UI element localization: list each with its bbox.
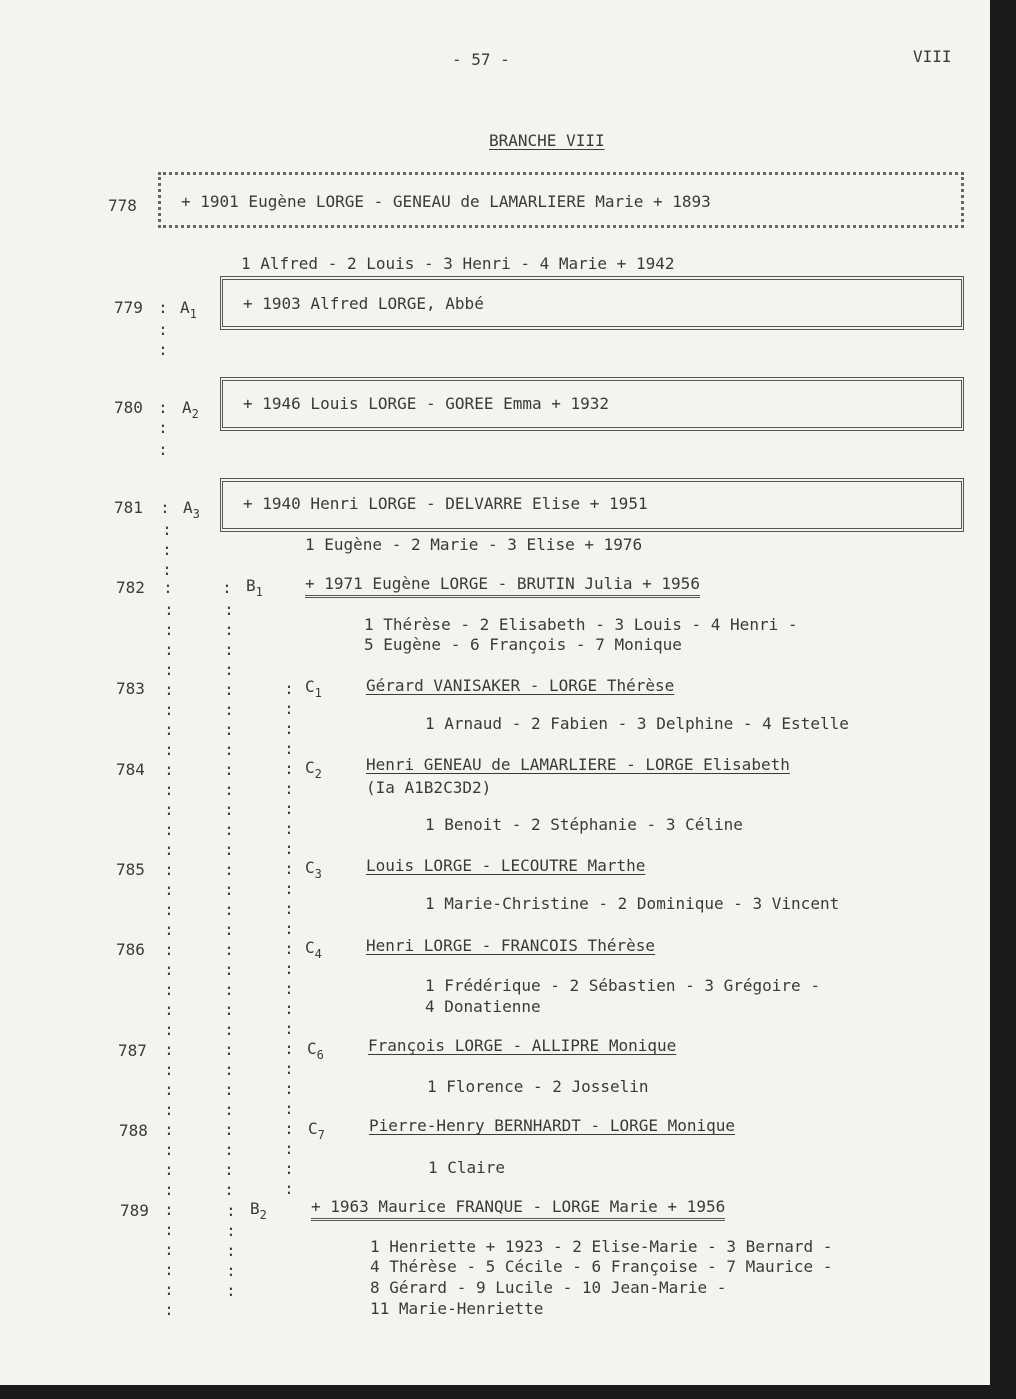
entry-789-children-line-1: 1 Henriette + 1923 - 2 Elise-Marie - 3 Bernard -: [370, 1237, 833, 1256]
entry-780-number: 780: [114, 398, 143, 417]
dotted-line: :: [164, 660, 174, 679]
generation-letter: A: [180, 298, 190, 317]
entry-780-generation: [182, 398, 199, 419]
entry-785-number: 785: [116, 860, 145, 879]
generation-index: 1: [189, 307, 197, 321]
entry-786-generation: [305, 938, 322, 959]
dotted-line: :: [164, 840, 174, 859]
generation-letter: B: [250, 1199, 260, 1218]
dotted-line: :: [284, 679, 294, 698]
generation-index: 7: [317, 1128, 325, 1142]
entry-787-text: François LORGE - ALLIPRE Monique: [368, 1036, 677, 1055]
dotted-line: :: [224, 660, 234, 679]
entry-788-number: 788: [119, 1121, 148, 1140]
dotted-line: :: [164, 1220, 174, 1239]
dotted-line: :: [284, 819, 294, 838]
dotted-line: :: [164, 800, 174, 819]
entry-784-reference: (Ia A1B2C3D2): [366, 778, 492, 797]
entry-779-number: 779: [114, 298, 143, 317]
dotted-line: :: [284, 999, 294, 1018]
dotted-line: :: [164, 640, 174, 659]
dotted-line: :: [224, 1140, 234, 1159]
dotted-line: :: [224, 600, 234, 619]
entry-784-generation: [305, 758, 322, 779]
dotted-line: :: [284, 1099, 294, 1118]
dotted-line: :: [224, 700, 234, 719]
dotted-line: :: [224, 740, 234, 759]
dotted-line: :: [164, 1080, 174, 1099]
dotted-line: :: [164, 1280, 174, 1299]
dotted-line: :: [224, 1120, 234, 1139]
generation-letter: A: [183, 498, 193, 517]
dotted-line: :: [284, 739, 294, 758]
dotted-line: :: [164, 1020, 174, 1039]
generation-letter: C: [305, 858, 315, 877]
dotted-line: :: [164, 960, 174, 979]
dotted-line: :: [284, 779, 294, 798]
entry-785-text: Louis LORGE - LECOUTRE Marthe: [366, 856, 646, 875]
dotted-line: :: [224, 720, 234, 739]
dotted-line: :: [224, 1060, 234, 1079]
entry-782-generation: [246, 576, 263, 597]
dotted-line: :: [284, 1139, 294, 1158]
dotted-line: :: [284, 879, 294, 898]
entry-782-children-line-2: 5 Eugène - 6 François - 7 Monique: [364, 635, 682, 654]
dotted-line: :: [164, 1000, 174, 1019]
dotted-line: :: [164, 600, 174, 619]
generation-index: 1: [255, 585, 263, 599]
entry-783-children: 1 Arnaud - 2 Fabien - 3 Delphine - 4 Estelle: [425, 714, 849, 733]
entry-783-text: Gérard VANISAKER - LORGE Thérèse: [366, 676, 675, 695]
entry-781-text: + 1940 Henri LORGE - DELVARRE Elise + 1951: [243, 494, 648, 513]
entry-783-generation: [305, 677, 322, 698]
dotted-line: :: [164, 1300, 174, 1319]
dotted-line: :: [284, 719, 294, 738]
dotted-line: :: [226, 1221, 236, 1240]
generation-letter: C: [305, 677, 315, 696]
dotted-line: :: [224, 840, 234, 859]
dotted-line: :: [158, 398, 168, 417]
generation-index: 3: [192, 507, 200, 521]
entry-789-children-line-4: 11 Marie-Henriette: [370, 1299, 544, 1318]
entry-784-children: 1 Benoit - 2 Stéphanie - 3 Céline: [425, 815, 743, 834]
dotted-line: :: [284, 839, 294, 858]
dotted-line: :: [284, 919, 294, 938]
dotted-line: :: [224, 780, 234, 799]
entry-789-text: + 1963 Maurice FRANQUE - LORGE Marie + 1956: [311, 1197, 725, 1221]
entry-787-generation: [307, 1039, 324, 1060]
dotted-line: :: [284, 1059, 294, 1078]
entry-786-number: 786: [116, 940, 145, 959]
entry-779-generation: [180, 298, 197, 319]
generation-index: 6: [316, 1048, 324, 1062]
dotted-line: :: [224, 920, 234, 939]
dotted-line: :: [164, 780, 174, 799]
dotted-line: :: [284, 979, 294, 998]
entry-778-text: + 1901 Eugène LORGE - GENEAU de LAMARLIERE Marie + 1893: [181, 192, 711, 211]
dotted-line: :: [284, 859, 294, 878]
dotted-line: :: [284, 1039, 294, 1058]
entry-781-children: 1 Eugène - 2 Marie - 3 Elise + 1976: [305, 535, 643, 554]
dotted-line: :: [163, 578, 173, 597]
dotted-line: :: [164, 900, 174, 919]
generation-index: 1: [314, 686, 322, 700]
dotted-line: :: [164, 1200, 174, 1219]
dotted-line: :: [164, 620, 174, 639]
dotted-line: :: [164, 1100, 174, 1119]
dotted-line: :: [164, 980, 174, 999]
dotted-line: :: [164, 1140, 174, 1159]
dotted-line: :: [224, 860, 234, 879]
dotted-line: :: [284, 1079, 294, 1098]
generation-index: 2: [259, 1208, 267, 1222]
dotted-line: :: [224, 1100, 234, 1119]
dotted-line: :: [284, 939, 294, 958]
dotted-line: :: [164, 820, 174, 839]
dotted-line: :: [224, 800, 234, 819]
entry-780-text: + 1946 Louis LORGE - GOREE Emma + 1932: [243, 394, 610, 413]
dotted-line: :: [158, 440, 168, 459]
entry-788-children: 1 Claire: [428, 1158, 506, 1177]
dotted-line: :: [284, 959, 294, 978]
generation-index: 2: [191, 407, 199, 421]
dotted-line: :: [226, 1201, 236, 1220]
dotted-line: :: [226, 1241, 236, 1260]
entry-789-number: 789: [120, 1201, 149, 1220]
generation-letter: C: [308, 1119, 318, 1138]
dotted-line: :: [164, 1120, 174, 1139]
dotted-line: :: [284, 899, 294, 918]
dotted-line: :: [162, 520, 172, 539]
dotted-line: :: [224, 900, 234, 919]
entry-779-text: + 1903 Alfred LORGE, Abbé: [243, 294, 484, 313]
dotted-line: :: [164, 1260, 174, 1279]
generation-index: 4: [314, 947, 322, 961]
dotted-line: :: [164, 860, 174, 879]
generation-letter: C: [305, 938, 315, 957]
entry-778-children: 1 Alfred - 2 Louis - 3 Henri - 4 Marie + 1942: [241, 254, 675, 273]
dotted-line: :: [164, 720, 174, 739]
dotted-line: :: [164, 1240, 174, 1259]
dotted-line: :: [284, 1019, 294, 1038]
generation-index: 2: [314, 767, 322, 781]
entry-785-generation: [305, 858, 322, 879]
generation-letter: A: [182, 398, 192, 417]
dotted-line: :: [224, 1160, 234, 1179]
dotted-line: :: [284, 699, 294, 718]
generation-letter: C: [307, 1039, 317, 1058]
entry-786-children-line-1: 1 Frédérique - 2 Sébastien - 3 Grégoire -: [425, 976, 820, 995]
entry-786-text: Henri LORGE - FRANCOIS Thérèse: [366, 936, 655, 955]
entry-789-generation: [250, 1199, 267, 1220]
dotted-line: :: [224, 680, 234, 699]
dotted-line: :: [284, 1119, 294, 1138]
entry-787-children: 1 Florence - 2 Josselin: [427, 1077, 649, 1096]
dotted-line: :: [158, 298, 168, 317]
dotted-line: :: [224, 1080, 234, 1099]
entry-788-generation: [308, 1119, 325, 1140]
entry-782-children-line-1: 1 Thérèse - 2 Elisabeth - 3 Louis - 4 Henri -: [364, 615, 798, 634]
page-title: BRANCHE VIII: [489, 131, 605, 150]
dotted-line: :: [284, 799, 294, 818]
entry-781-generation: [183, 498, 200, 519]
dotted-line: :: [224, 960, 234, 979]
entry-784-text: Henri GENEAU de LAMARLIERE - LORGE Elisabeth: [366, 755, 790, 774]
dotted-line: :: [224, 1180, 234, 1199]
dotted-line: :: [164, 700, 174, 719]
dotted-line: :: [160, 498, 170, 517]
dotted-line: :: [226, 1261, 236, 1280]
dotted-line: :: [162, 540, 172, 559]
dotted-line: :: [224, 620, 234, 639]
generation-letter: C: [305, 758, 315, 777]
entry-781-number: 781: [114, 498, 143, 517]
dotted-line: :: [284, 1159, 294, 1178]
dotted-line: :: [164, 740, 174, 759]
dotted-line: :: [224, 980, 234, 999]
entry-786-children-line-2: 4 Donatienne: [425, 997, 541, 1016]
entry-787-number: 787: [118, 1041, 147, 1060]
dotted-line: :: [284, 1179, 294, 1198]
section-roman-numeral: VIII: [913, 47, 952, 66]
entry-782-text: + 1971 Eugène LORGE - BRUTIN Julia + 1956: [305, 574, 700, 598]
dotted-line: :: [224, 1020, 234, 1039]
page-number: - 57 -: [452, 50, 510, 69]
dotted-line: :: [164, 760, 174, 779]
dotted-line: :: [164, 1160, 174, 1179]
dotted-line: :: [224, 760, 234, 779]
dotted-line: :: [164, 1180, 174, 1199]
generation-letter: B: [246, 576, 256, 595]
dotted-line: :: [164, 1040, 174, 1059]
dotted-line: :: [224, 1040, 234, 1059]
dotted-line: :: [164, 880, 174, 899]
entry-778-number: 778: [108, 196, 137, 215]
dotted-line: :: [164, 940, 174, 959]
generation-index: 3: [314, 867, 322, 881]
entry-782-number: 782: [116, 578, 145, 597]
dotted-line: :: [158, 340, 168, 359]
dotted-line: :: [224, 940, 234, 959]
dotted-line: :: [164, 680, 174, 699]
dotted-line: :: [224, 640, 234, 659]
dotted-line: :: [164, 920, 174, 939]
dotted-line: :: [224, 820, 234, 839]
dotted-line: :: [222, 578, 232, 597]
entry-788-text: Pierre-Henry BERNHARDT - LORGE Monique: [369, 1116, 736, 1135]
dotted-line: :: [224, 880, 234, 899]
dotted-line: :: [226, 1281, 236, 1300]
dotted-line: :: [224, 1000, 234, 1019]
dotted-line: :: [162, 560, 172, 579]
dotted-line: :: [158, 320, 168, 339]
dotted-line: :: [164, 1060, 174, 1079]
entry-783-number: 783: [116, 679, 145, 698]
entry-785-children: 1 Marie-Christine - 2 Dominique - 3 Vincent: [425, 894, 840, 913]
dotted-line: :: [158, 418, 168, 437]
entry-784-number: 784: [116, 760, 145, 779]
entry-789-children-line-3: 8 Gérard - 9 Lucile - 10 Jean-Marie -: [370, 1278, 727, 1297]
dotted-line: :: [284, 759, 294, 778]
entry-789-children-line-2: 4 Thérèse - 5 Cécile - 6 Françoise - 7 Maurice -: [370, 1257, 833, 1276]
